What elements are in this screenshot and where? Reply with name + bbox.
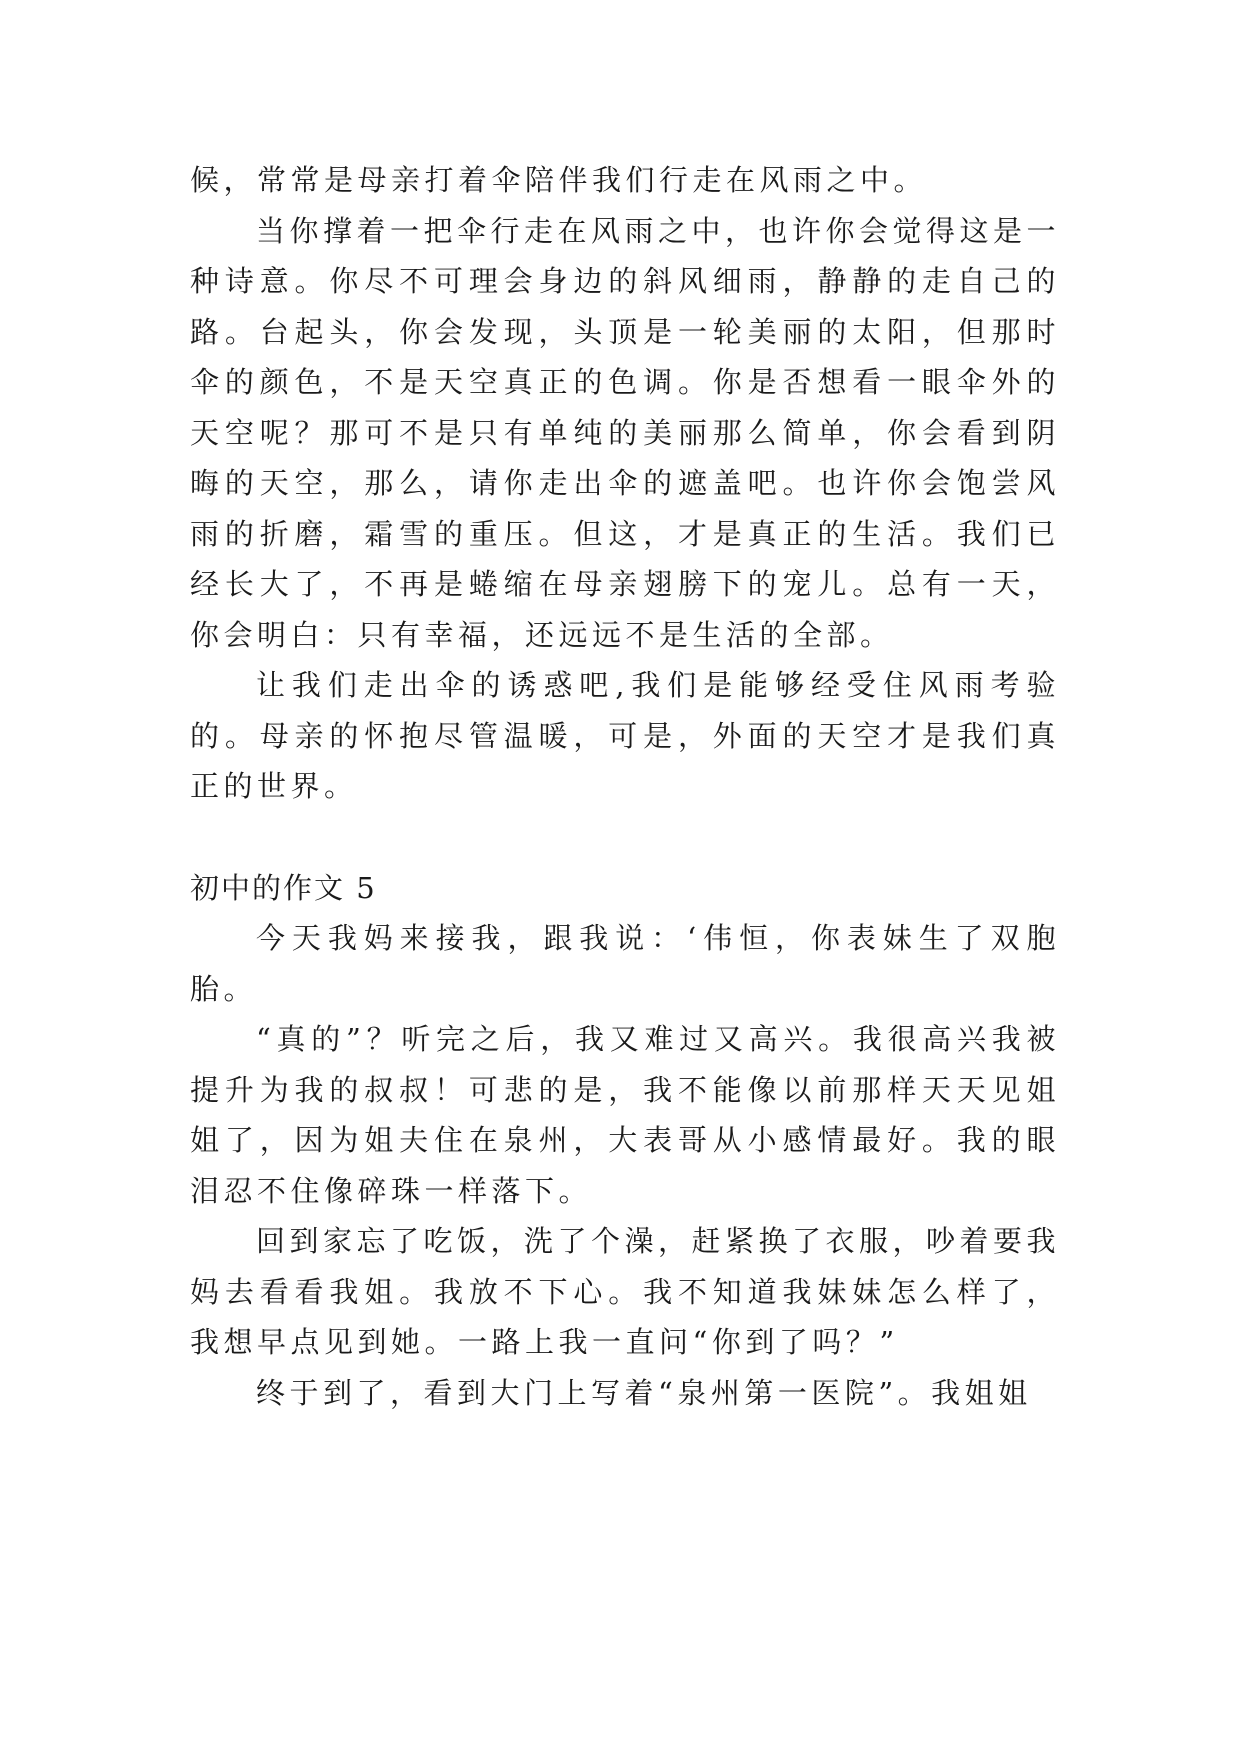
paragraph-conclusion: 让我们走出伞的诱惑吧,我们是能够经受住风雨考验的。母亲的怀抱尽管温暖，可是，外面的天空才是我们真正的世界。 [190, 668, 1060, 803]
paragraph-continuation: 候，常常是母亲打着伞陪伴我们行走在风雨之中。 [190, 163, 928, 197]
document-body [190, 155, 1060, 1418]
paragraph-mom-news: 今天我妈来接我，跟我说：‘伟恒，你表妹生了双胞胎。 [190, 921, 1060, 1006]
section-title: 初中的作文 5 [190, 870, 377, 905]
paragraph-umbrella-poetry: 当你撑着一把伞行走在风雨之中，也许你会觉得这是一种诗意。你尽不可理会身边的斜风细雨，静静的走自己的路。台起头，你会发现，头顶是一轮美丽的太阳，但那时伞的颜色，不是天空真正的色调。你是否想看一眼伞外的天空呢？那可不是只有单纯的美丽那么简单，你会看到阴晦的天空，那么，请你走出伞的遮盖吧。也许你会饱尝风雨的折磨，霜雪的重压。但这，才是真正的生活。我们已经长大了，不再是蜷缩在母亲翅膀下的宠儿。总有一天，你会明白：只有幸福，还远远不是生活的全部。 [190, 213, 1061, 652]
paragraph-going-home: 回到家忘了吃饭，洗了个澡，赶紧换了衣服，吵着要我妈去看看我姐。我放不下心。我不知道我妹妹怎么样了，我想早点见到她。一路上我一直问“你到了吗？” [190, 1224, 1061, 1359]
paragraph-arrival: 终于到了，看到大门上写着“泉州第一医院”。我姐姐 [256, 1375, 1032, 1410]
paragraph-reaction: “真的”？听完之后，我又难过又高兴。我很高兴我被提升为我的叔叔！可悲的是，我不能像以前那样天天见姐姐了，因为姐夫住在泉州，大表哥从小感情最好。我的眼泪忍不住像碎珠一样落下。 [190, 1022, 1060, 1208]
